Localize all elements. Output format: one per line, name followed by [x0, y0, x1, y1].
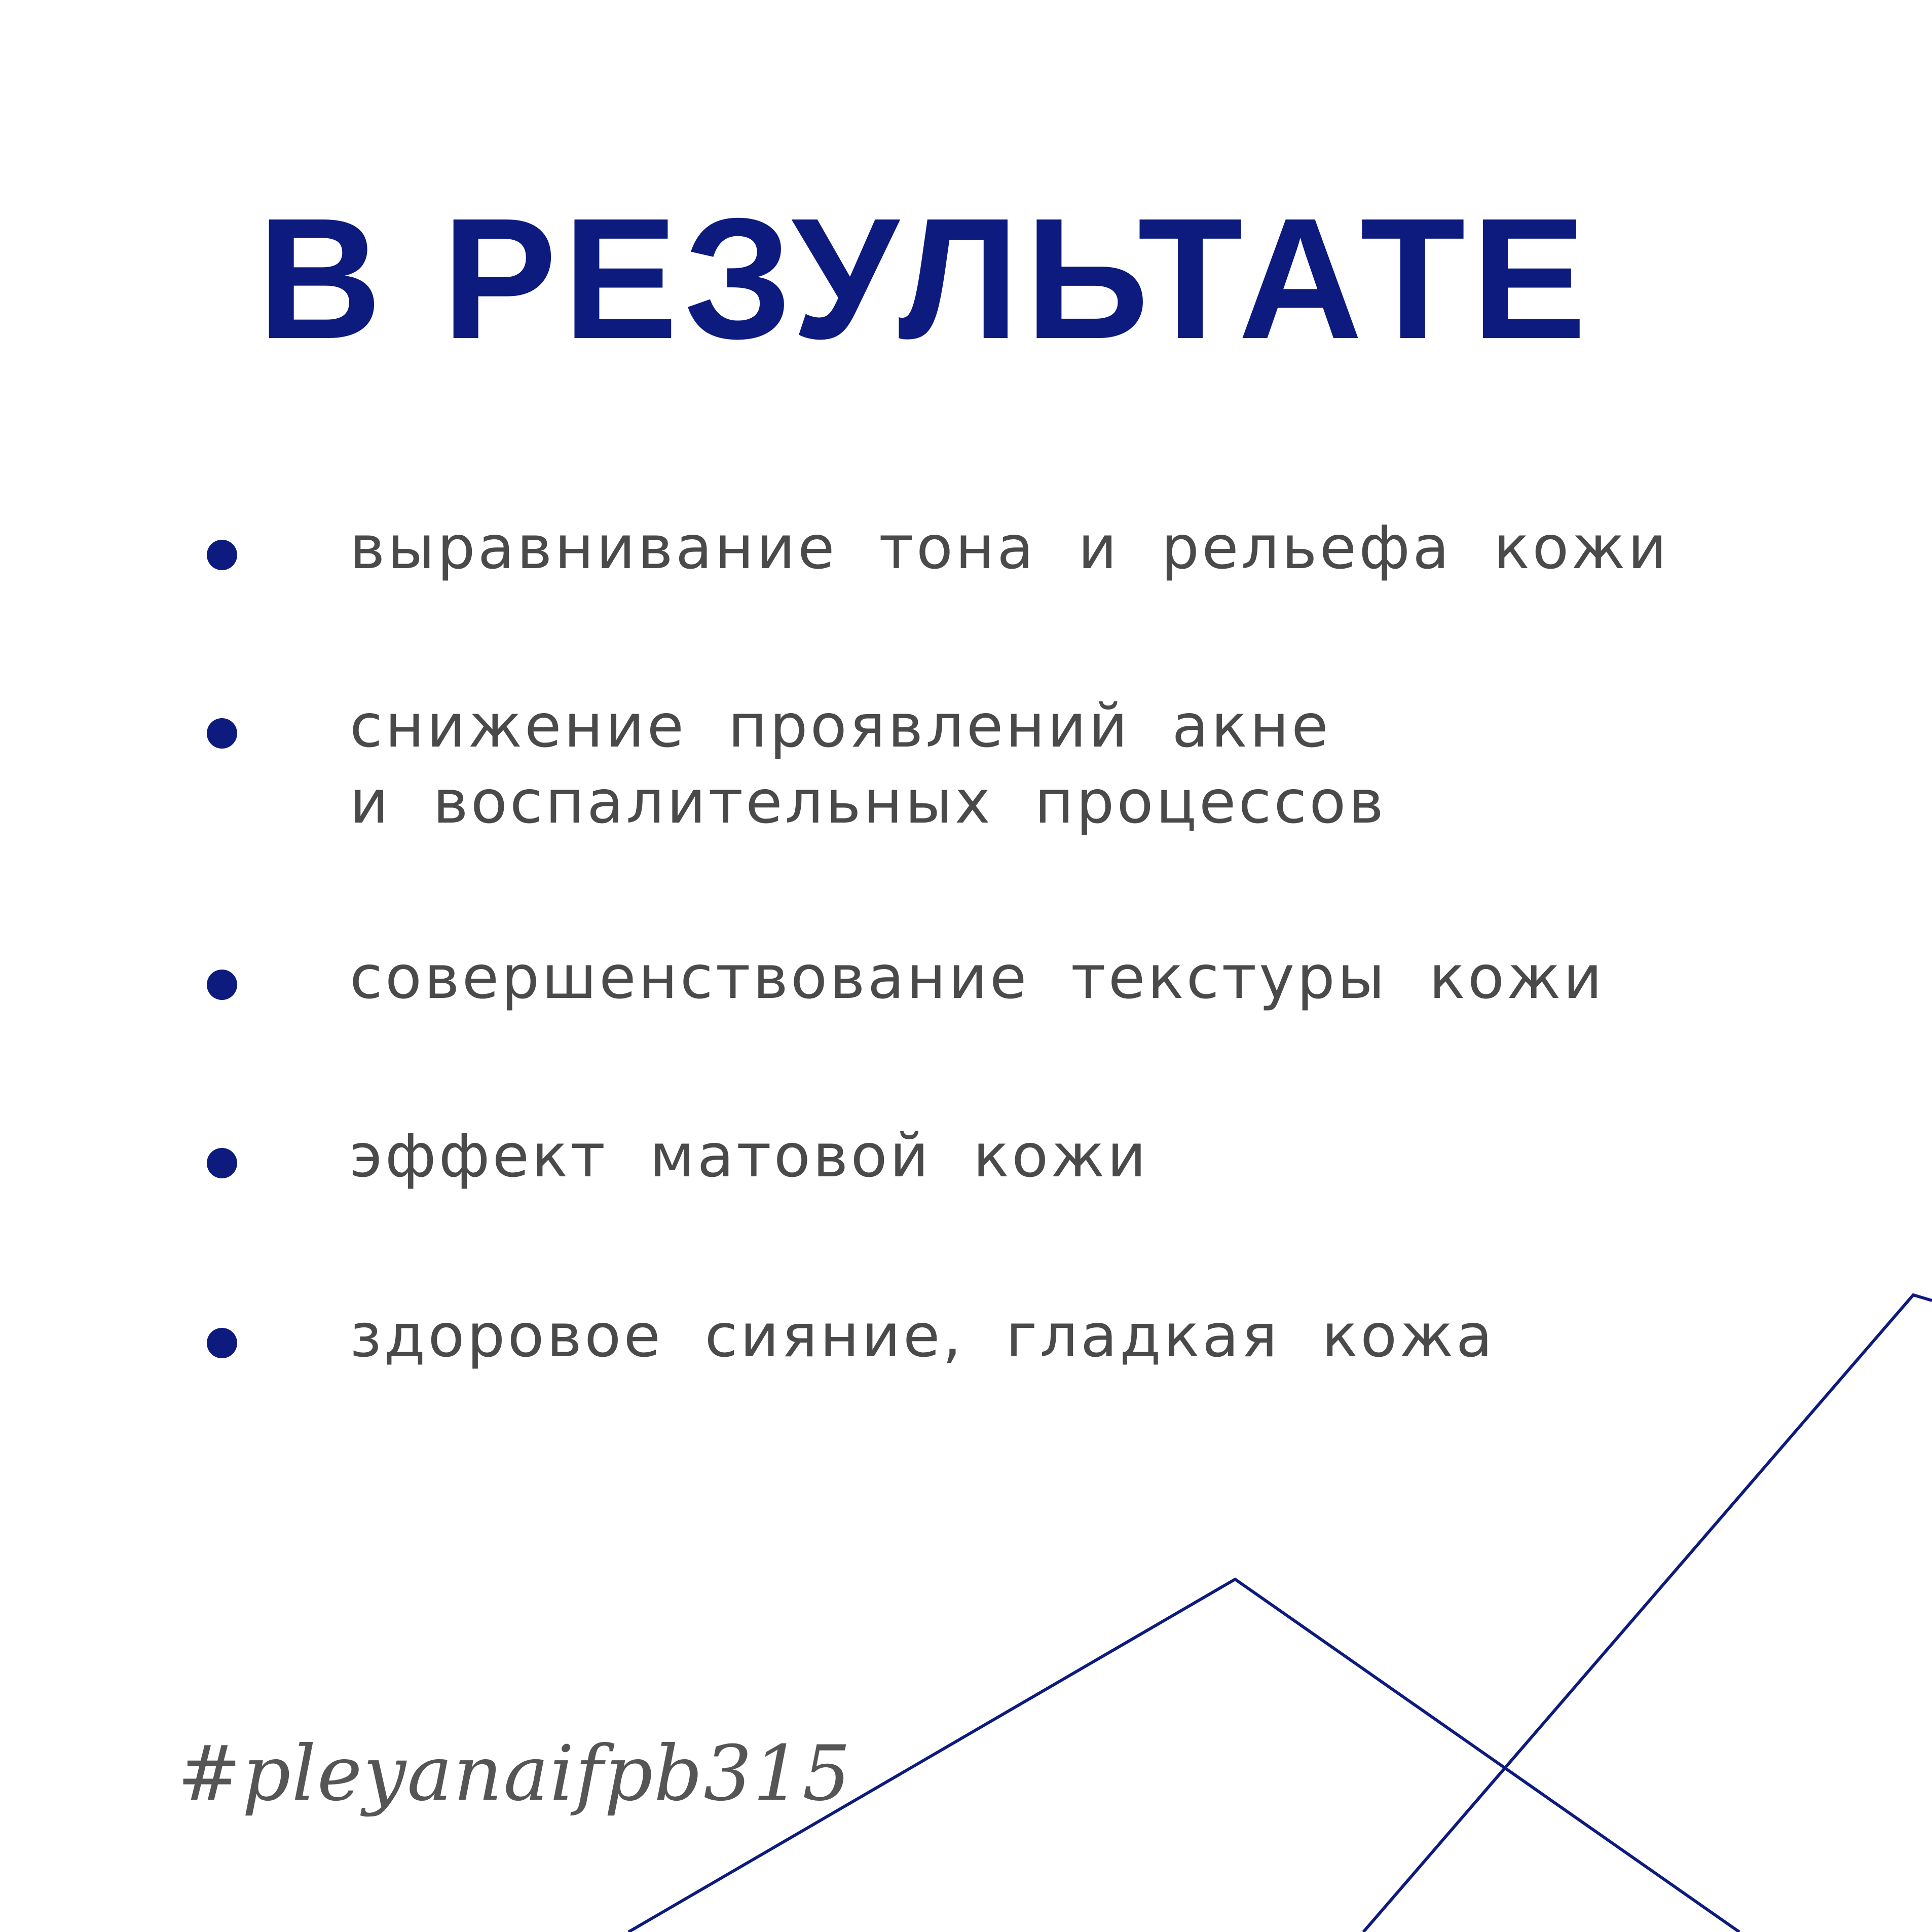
- bullet-dot-icon: [207, 1148, 237, 1178]
- bullet-dot-icon: [207, 1328, 237, 1358]
- list-item-text: выравнивание тона и рельефа кожи: [350, 512, 1669, 582]
- list-item-text: совершенствование текстуры кожи: [350, 942, 1605, 1012]
- bullet-dot-icon: [207, 540, 237, 570]
- bullet-dot-icon: [207, 718, 237, 749]
- page-title: В РЕЗУЛЬТАТЕ: [257, 182, 1593, 375]
- list-item-text: здоровое сияние, гладкая кожа: [350, 1301, 1495, 1370]
- list-item-text: снижение проявлений акне и воспалительных процессов: [350, 691, 1386, 837]
- list-item-text: эффект матовой кожи: [350, 1121, 1149, 1191]
- hashtag-signature: #pleyanaifpb315: [177, 1730, 852, 1818]
- bullet-dot-icon: [207, 970, 237, 1000]
